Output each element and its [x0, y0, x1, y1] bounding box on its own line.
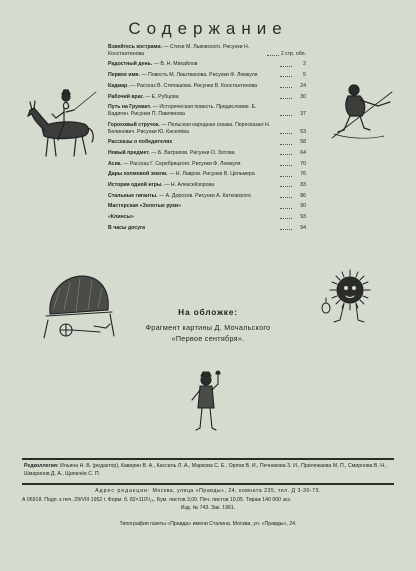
toc-author: — В. Н. Михайлов	[153, 61, 198, 68]
cover-note	[0, 307, 416, 344]
toc-title: В часы досуга	[108, 224, 146, 231]
toc-entry[interactable]	[108, 139, 306, 146]
toc-author: — А. Дорохов. Рисунки А. Катковского	[158, 192, 252, 199]
toc-entry[interactable]	[108, 225, 306, 232]
pioneer-figure-illustration	[186, 370, 226, 440]
toc-entry[interactable]	[108, 214, 306, 221]
toc-title: Стальные гиганты.	[108, 192, 158, 199]
address-label: Адрес редакции:	[95, 488, 151, 494]
toc-leader	[280, 176, 292, 177]
toc-leader	[280, 98, 292, 99]
toc-title: Рабочий враг.	[108, 93, 144, 100]
toc-page: 70	[300, 160, 306, 167]
toc-page: 24	[300, 82, 306, 89]
toc-title: Гороховый стручок.	[108, 121, 160, 128]
print-info	[22, 496, 394, 504]
toc-page: 37	[300, 111, 306, 118]
toc-author: — Стихи М. Львовского. Рисунки Н. Константинова	[108, 44, 250, 57]
cover-line-2: «Первое сентября».	[171, 334, 245, 343]
toc-title: Первое имя.	[108, 72, 140, 79]
toc-title: Мастерская «Золотые руки»	[108, 203, 181, 210]
toc-page: 93	[300, 214, 306, 221]
toc-author: — Е. Рубцова	[145, 93, 179, 100]
table-of-contents	[108, 44, 306, 235]
editorial-board-members: Ильина Н. В. (редактор), Каверин В. А., Кассиль Л. А., Маркова С. Е., Орлов В. И., Печникова З. И., Прилежаева М. П., Смирнова В. Н., Шмаринов Д. А., Щипачёв С. П.	[24, 463, 387, 477]
toc-leader	[280, 197, 292, 198]
toc-leader	[280, 133, 292, 134]
toc-author: — Рассказ Г. Серебрицкого. Рисунки Ф. Лемкуля	[123, 160, 241, 167]
toc-entry[interactable]	[108, 182, 306, 189]
toc-page: 58	[300, 139, 306, 146]
toc-page: 2	[303, 61, 306, 68]
toc-entry[interactable]	[108, 44, 306, 58]
toc-title: Взвейтесь кострами.	[108, 44, 162, 50]
toc-page: 2 стр. обл.	[280, 50, 306, 57]
typography-line: Типография газеты «Правда» имени Сталина. Москва, ул. «Правды», 24.	[119, 521, 297, 527]
toc-page: 53	[300, 128, 306, 135]
toc-leader	[280, 229, 292, 230]
toc-leader	[280, 165, 292, 166]
toc-author: — Рассказ В. Степашова. Рисунки В. Константинова	[130, 82, 258, 89]
toc-page: 83	[300, 181, 306, 188]
toc-page: 5	[303, 72, 306, 79]
toc-entry[interactable]	[108, 83, 306, 90]
toc-entry[interactable]	[108, 150, 306, 157]
imprint-middle-rule	[22, 483, 394, 485]
traveller-illustration	[326, 78, 396, 144]
toc-title: Асик.	[108, 160, 122, 167]
toc-page: 90	[300, 203, 306, 210]
toc-entry[interactable]	[108, 161, 306, 168]
donkey-rider-illustration	[26, 84, 108, 162]
toc-page: 86	[300, 192, 306, 199]
toc-entry[interactable]	[108, 122, 306, 136]
toc-author: — Б. Ватрапов. Рисунки О. Зотова	[151, 149, 235, 156]
toc-author: — Польская народная сказка. Пересказал Н. Белинович. Рисунки Ю. Киселёва	[108, 121, 271, 135]
toc-leader	[280, 76, 292, 77]
print-info-order: Изд. № 743. Зак. 1961.	[180, 505, 236, 511]
toc-leader	[280, 115, 292, 116]
toc-title: История одной игры.	[108, 181, 163, 188]
toc-entry[interactable]	[108, 171, 306, 178]
toc-leader	[280, 218, 292, 219]
page-title: Содержание	[128, 19, 288, 39]
toc-leader	[280, 144, 292, 145]
toc-title: Радостный день.	[108, 61, 153, 68]
toc-title: Дары холмовой земли.	[108, 171, 168, 178]
toc-title: Путь на Грумант.	[108, 104, 152, 111]
toc-leader	[280, 208, 292, 209]
imprint-top-rule	[22, 458, 394, 460]
toc-page: 30	[300, 93, 306, 100]
toc-leader	[280, 154, 292, 155]
toc-leader	[280, 186, 292, 187]
cover-line-1: Фрагмент картины Д. Мочальского	[145, 323, 271, 332]
toc-title: Новый предмет.	[108, 149, 150, 156]
toc-entry[interactable]	[108, 94, 306, 101]
toc-entry[interactable]	[108, 193, 306, 200]
toc-author: — Повесть М. Лиштванова. Рисунки Ф. Лемкуля	[141, 72, 258, 79]
editorial-address	[0, 487, 416, 495]
toc-title: Кадмар.	[108, 82, 129, 89]
toc-leader	[280, 87, 292, 88]
toc-title: «Клинсы»	[108, 214, 134, 221]
toc-page: 94	[300, 224, 306, 231]
toc-entry[interactable]	[108, 203, 306, 210]
toc-leader	[280, 66, 292, 67]
toc-entry[interactable]	[108, 104, 306, 118]
toc-entry[interactable]	[108, 72, 306, 79]
toc-title: Рассказы о победителях	[108, 139, 173, 146]
address-text: Москва, улица «Правды», 24, комната 235, тел. Д 3-30-73.	[152, 488, 321, 494]
editorial-board	[24, 462, 392, 478]
editorial-board-label: Редколлегия:	[24, 463, 59, 469]
toc-page: 64	[300, 149, 306, 156]
toc-author: — Историческая повесть. Предисловие. Е. Бадигин. Рисунки П. Павлинова	[108, 104, 257, 118]
toc-page: 76	[300, 171, 306, 178]
toc-entry[interactable]	[108, 61, 306, 68]
toc-leader	[267, 55, 279, 56]
cover-heading: На обложке:	[178, 307, 238, 317]
toc-author: — Н. Лавров. Рисунки В. Цельмера	[169, 171, 255, 178]
print-info-text: А 06918. Подп. к печ. 29/VIII 1952 г. Форм. б. 82×110¹/₁₆. Бум. листов 3,00. Печ. листов 10,05. Тираж 140 000 экз.	[22, 497, 292, 503]
toc-author: — Н. Алексейзорова	[164, 181, 215, 188]
